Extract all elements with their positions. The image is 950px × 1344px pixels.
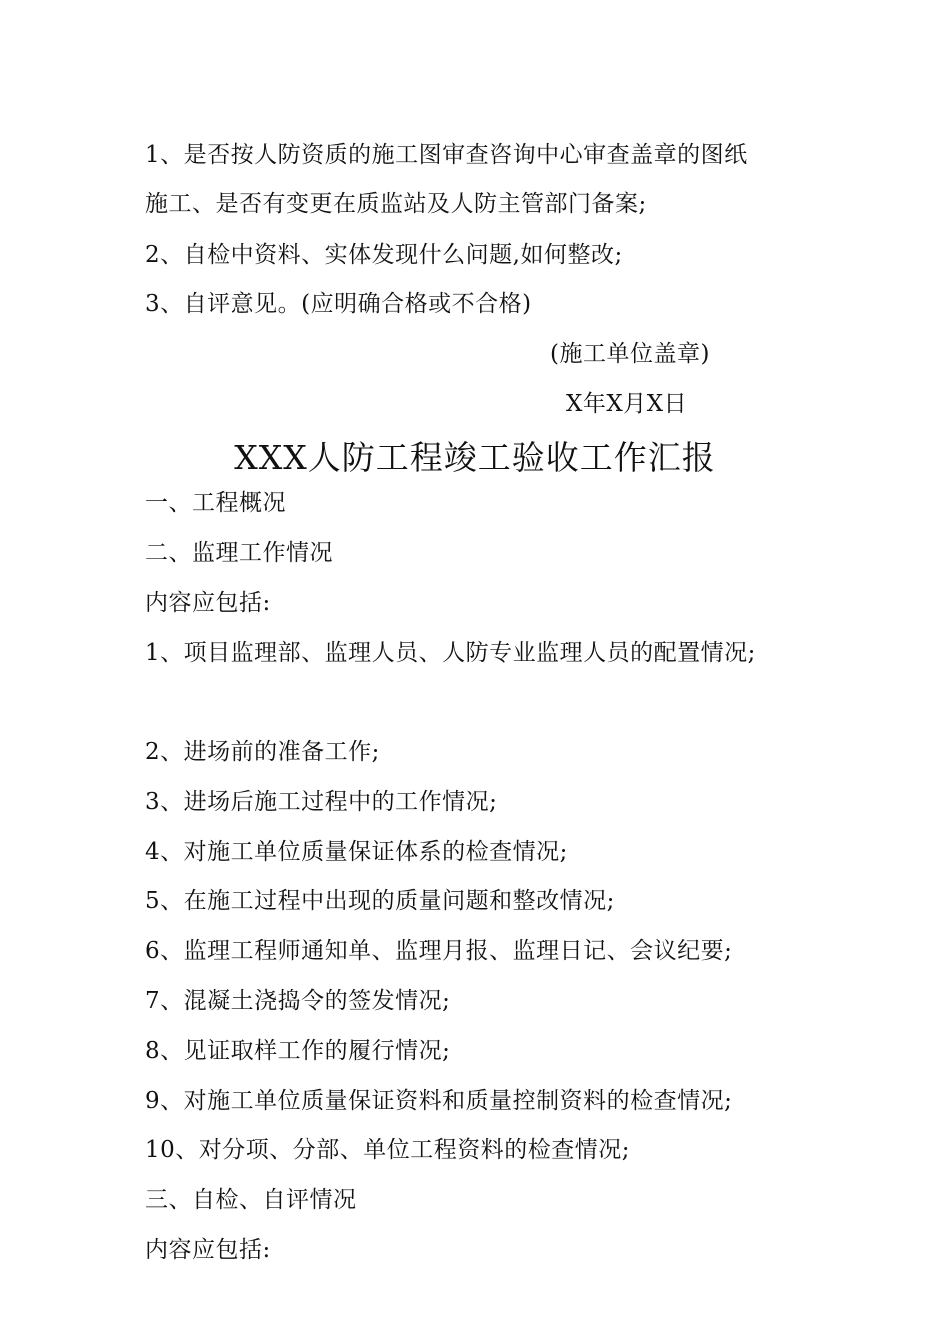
list-item: 7、混凝土浇捣令的签发情况; — [145, 988, 451, 1014]
list-item: 2、进场前的准备工作; — [145, 739, 380, 765]
requirement-item-1-line-1: 1、是否按人防资质的施工图审查咨询中心审查盖章的图纸 — [145, 142, 748, 168]
list-item: 6、监理工程师通知单、监理月报、监理日记、会议纪要; — [145, 938, 733, 964]
list-item: 8、见证取样工作的履行情况; — [145, 1038, 451, 1064]
list-item: 10、对分项、分部、单位工程资料的检查情况; — [145, 1137, 631, 1163]
date-line: X年X月X日 — [566, 391, 688, 417]
list-item: 1、项目监理部、监理人员、人防专业监理人员的配置情况; — [145, 640, 756, 666]
requirement-item-3: 3、自评意见。(应明确合格或不合格) — [145, 291, 532, 317]
list-item: 9、对施工单位质量保证资料和质量控制资料的检查情况; — [145, 1088, 733, 1114]
requirement-item-2: 2、自检中资料、实体发现什么问题,如何整改; — [145, 242, 623, 268]
section-heading-overview: 一、工程概况 — [145, 490, 286, 516]
section-heading-supervision: 二、监理工作情况 — [145, 540, 333, 566]
requirement-item-1-line-2: 施工、是否有变更在质监站及人防主管部门备案; — [145, 191, 647, 217]
section-intro: 内容应包括: — [145, 1237, 271, 1263]
list-item: 5、在施工过程中出现的质量问题和整改情况; — [145, 888, 615, 914]
section-heading-self-check: 三、自检、自评情况 — [145, 1187, 357, 1213]
section-intro: 内容应包括: — [145, 590, 271, 616]
list-item: 3、进场后施工过程中的工作情况; — [145, 789, 498, 815]
seal-note: (施工单位盖章) — [550, 341, 710, 367]
report-title: XXX人防工程竣工验收工作汇报 — [234, 438, 716, 477]
list-item: 4、对施工单位质量保证体系的检查情况; — [145, 839, 568, 865]
